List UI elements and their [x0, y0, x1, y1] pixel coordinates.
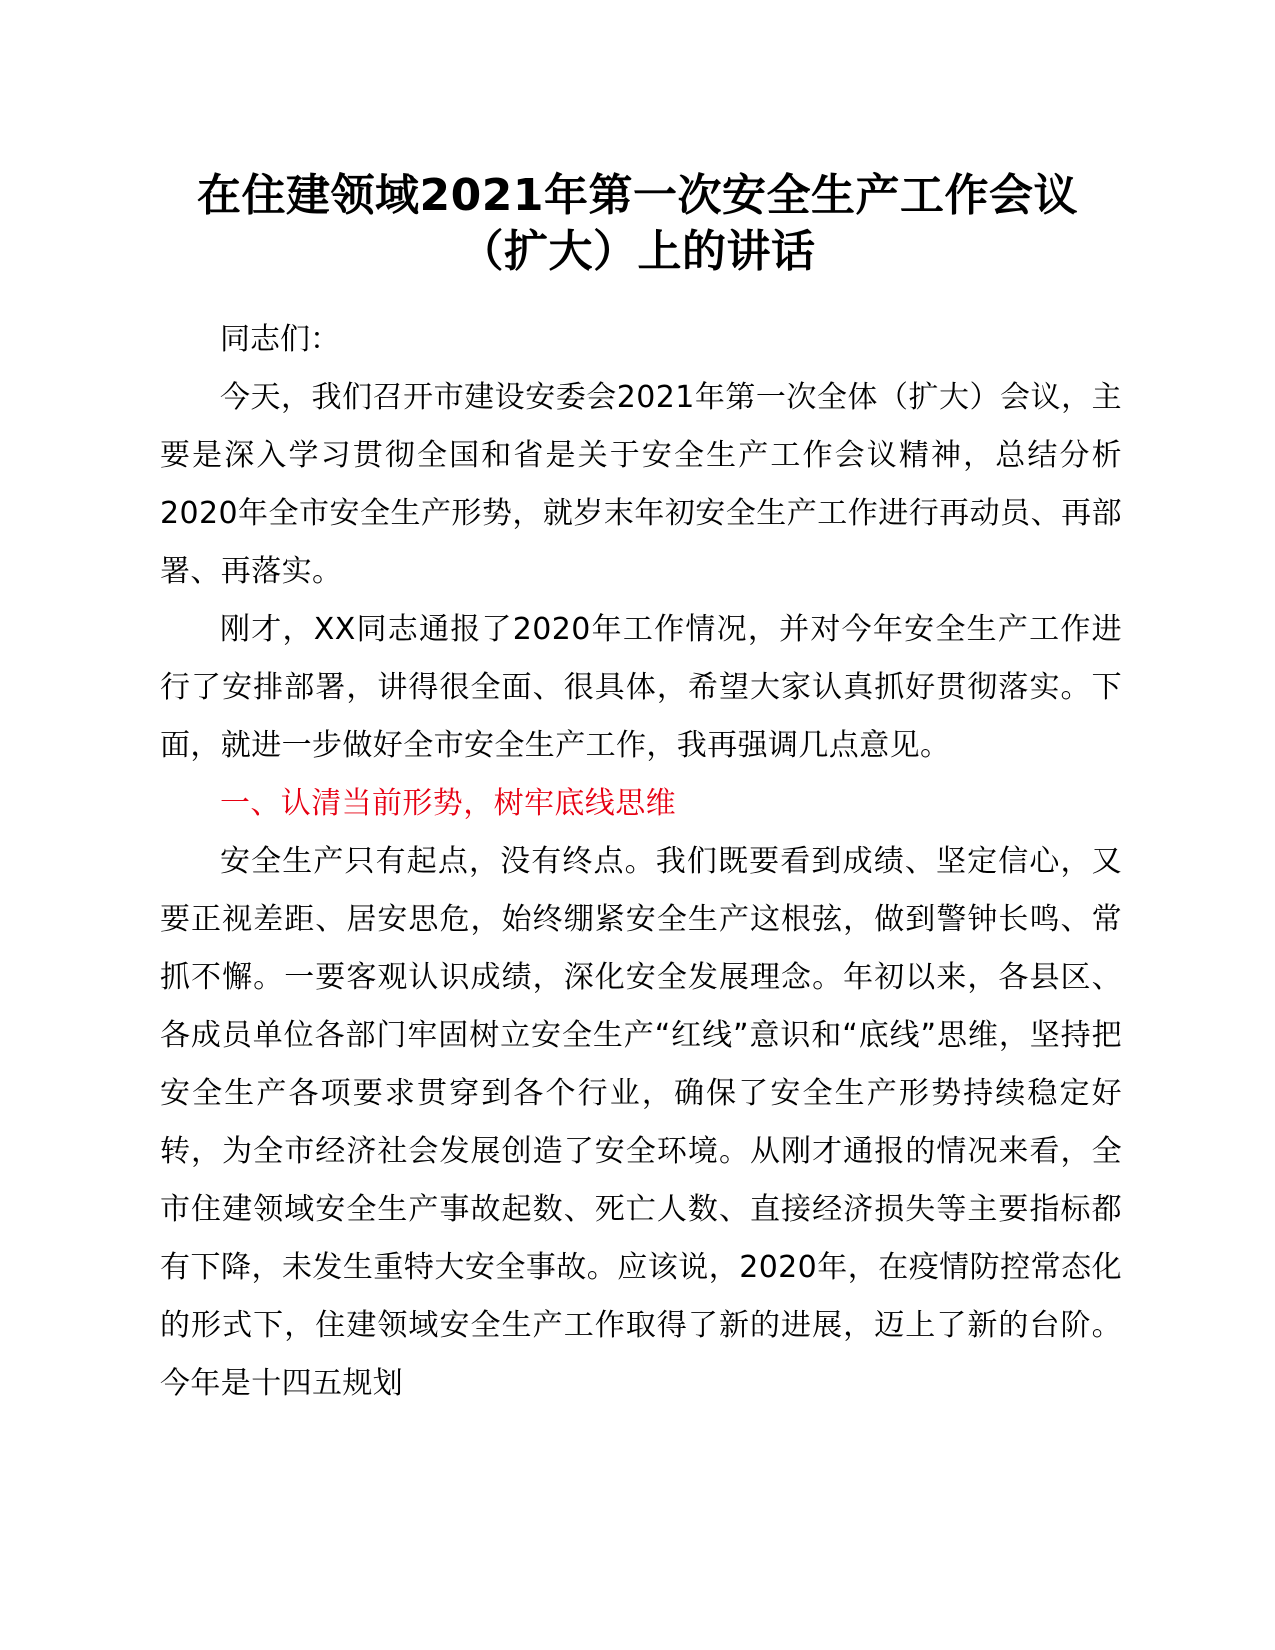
- document-body: [160, 311, 1122, 1413]
- title-line-1: 在住建领域2021年第一次安全生产工作会议: [197, 170, 1078, 221]
- section-heading-1: 一、认清当前形势，树牢底线思维: [220, 786, 676, 821]
- paragraph-report: 刚才，XX同志通报了2020年工作情况，并对今年安全生产工作进行了安排部署，讲得很全面、很具体，希望大家认真抓好贯彻落实。下面，就进一步做好全市安全生产工作，我再强调几点意见。: [160, 612, 1122, 763]
- paragraph-opening: 今天，我们召开市建设安委会2021年第一次全体（扩大）会议，主要是深入学习贯彻全国和省是关于安全生产工作会议精神，总结分析2020年全市安全生产形势，就岁末年初安全生产工作进行再动员、再部署、再落实。: [160, 380, 1122, 589]
- paragraph-section-1: 安全生产只有起点，没有终点。我们既要看到成绩、坚定信心，又要正视差距、居安思危，始终绷紧安全生产这根弦，做到警钟长鸣、常抓不懈。一要客观认识成绩，深化安全发展理念。年初以来，各县区、各成员单位各部门牢固树立安全生产“红线”意识和“底线”思维，坚持把安全生产各项要求贯穿到各个行业，确保了安全生产形势持续稳定好转，为全市经济社会发展创造了安全环境。从刚才通报的情况来看，全市住建领域安全生产事故起数、死亡人数、直接经济损失等主要指标都有下降，未发生重特大安全事故。应该说，2020年，在疫情防控常态化的形式下，住建领域安全生产工作取得了新的进展，迈上了新的台阶。今年是十四五规划: [160, 844, 1122, 1401]
- title-line-2: （扩大）上的讲话: [459, 226, 816, 277]
- salutation: 同志们：: [220, 322, 340, 357]
- document-title: [150, 168, 1125, 280]
